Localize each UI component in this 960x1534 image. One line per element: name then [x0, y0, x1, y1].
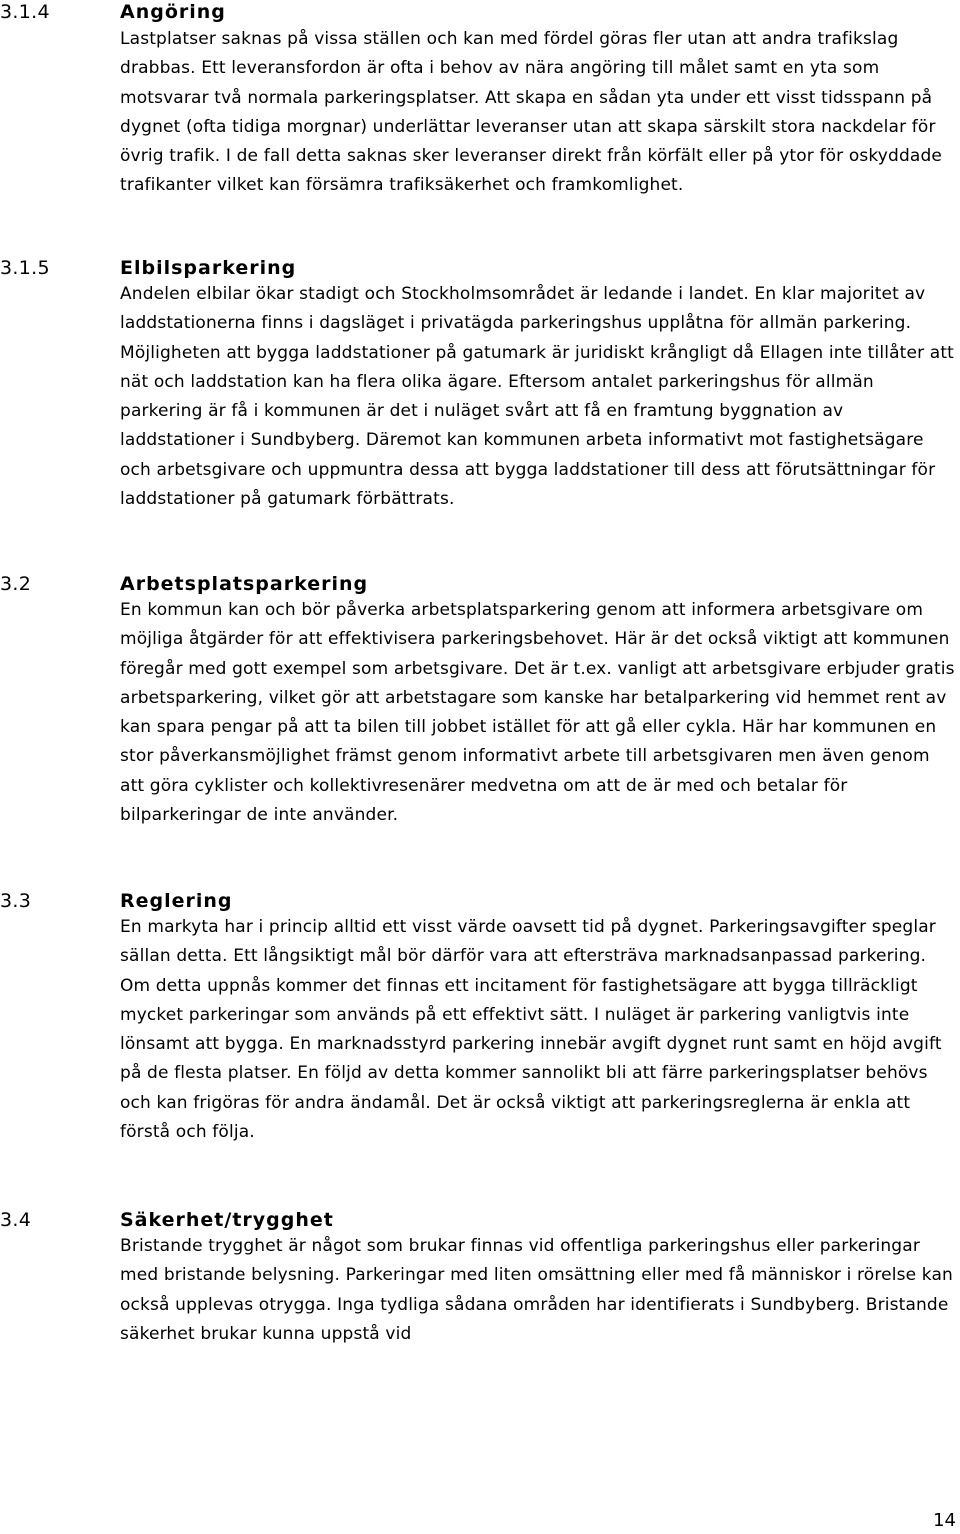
section-body: En kommun kan och bör påverka arbetsplatsparkering genom att informera arbetsgivare om möjliga åtgärder för att effektivisera parkeringsbehovet. Här är det också viktigt att kommunen föregår med gott exempel som arbetsgivare. Det är t.ex. vanligt att arbetsgivare erbjuder gratis arbetsparkering, vilket gör att arbetstagare som kanske har betalparkering vid hemmet rent av kan spara pengar på att ta bilen till jobbet istället för att gå eller cykla. Här har kommunen en stor påverkansmöjlighet främst genom informativt arbete till arbetsgivaren men även genom att göra cyklister och kollektivresenärer medvetna om att de är med och betalar för bilparkeringar de inte använder.: [120, 600, 955, 826]
section-3-1-4: [0, 0, 960, 201]
section-heading: Reglering: [120, 890, 233, 912]
section-number: 3.3: [0, 890, 32, 912]
section-content: [120, 1208, 955, 1349]
section-number: 3.2: [0, 573, 32, 595]
section-3-1-5: [0, 256, 960, 514]
section-heading: Elbilsparkering: [120, 257, 297, 279]
section-number: 3.4: [0, 1209, 32, 1231]
section-number: 3.1.5: [0, 257, 50, 279]
section-3-2: [0, 572, 960, 830]
section-content: [120, 572, 955, 830]
page-number: 14: [933, 1510, 956, 1531]
section-heading: Arbetsplatsparkering: [120, 573, 369, 595]
section-content: [120, 256, 955, 514]
section-heading: Angöring: [120, 1, 226, 23]
section-body: Bristande trygghet är något som brukar finnas vid offentliga parkeringshus eller parkeringar med bristande belysning. Parkeringar med liten omsättning eller med få människor i rörelse kan också upplevas otrygga. Inga tydliga sådana områden har identifierats i Sundbyberg. Bristande säkerhet brukar kunna uppstå vid: [120, 1236, 953, 1344]
section-body: Andelen elbilar ökar stadigt och Stockholmsområdet är ledande i landet. En klar majoritet av laddstationerna finns i dagsläget i privatägda parkeringshus upplåtna för allmän parkering. Möjligheten att bygga laddstationer på gatumark är juridiskt krångligt då Ellagen inte tillåter att nät och laddstation kan ha flera olika ägare. Eftersom antalet parkeringshus för allmän parkering är få i kommunen är det i nuläget svårt att få en framtung byggnation av laddstationer i Sundbyberg. Däremot kan kommunen arbeta informativt mot fastighetsägare och arbetsgivare och uppmuntra dessa att bygga laddstationer till dess att förutsättningar för laddstationer på gatumark förbättrats.: [120, 284, 954, 510]
section-body: En markyta har i princip alltid ett visst värde oavsett tid på dygnet. Parkeringsavgifter speglar sällan detta. Ett långsiktigt mål bör därför vara att eftersträva marknadsanpassad parkering. Om detta uppnås kommer det finnas ett incitament för fastighetsägare att bygga tillräckligt mycket parkeringar som används på ett effektivt sätt. I nuläget är parkering vanligtvis inte lönsamt att bygga. En marknadsstyrd parkering innebär avgift dygnet runt samt en höjd avgift på de flesta platser. En följd av detta kommer sannolikt bli att färre parkeringsplatser behövs och kan frigöras för andra ändamål. Det är också viktigt att parkeringsreglerna är enkla att förstå och följa.: [120, 917, 942, 1143]
section-content: [120, 0, 955, 201]
section-3-4: [0, 1208, 960, 1349]
section-content: [120, 889, 955, 1147]
section-number: 3.1.4: [0, 1, 50, 23]
section-3-3: [0, 889, 960, 1147]
section-body: Lastplatser saknas på vissa ställen och kan med fördel göras fler utan att andra trafikslag drabbas. Ett leveransfordon är ofta i behov av nära angöring till målet samt en yta som motsvarar två normala parkeringsplatser. Att skapa en sådan yta under ett visst tidsspann på dygnet (ofta tidiga morgnar) underlättar leveranser utan att skapa särskilt stora nackdelar för övrig trafik. I de fall detta saknas sker leveranser direkt från körfält eller på ytor för oskyddade trafikanter vilket kan försämra trafiksäkerhet och framkomlighet.: [120, 29, 943, 196]
section-heading: Säkerhet/trygghet: [120, 1209, 334, 1231]
